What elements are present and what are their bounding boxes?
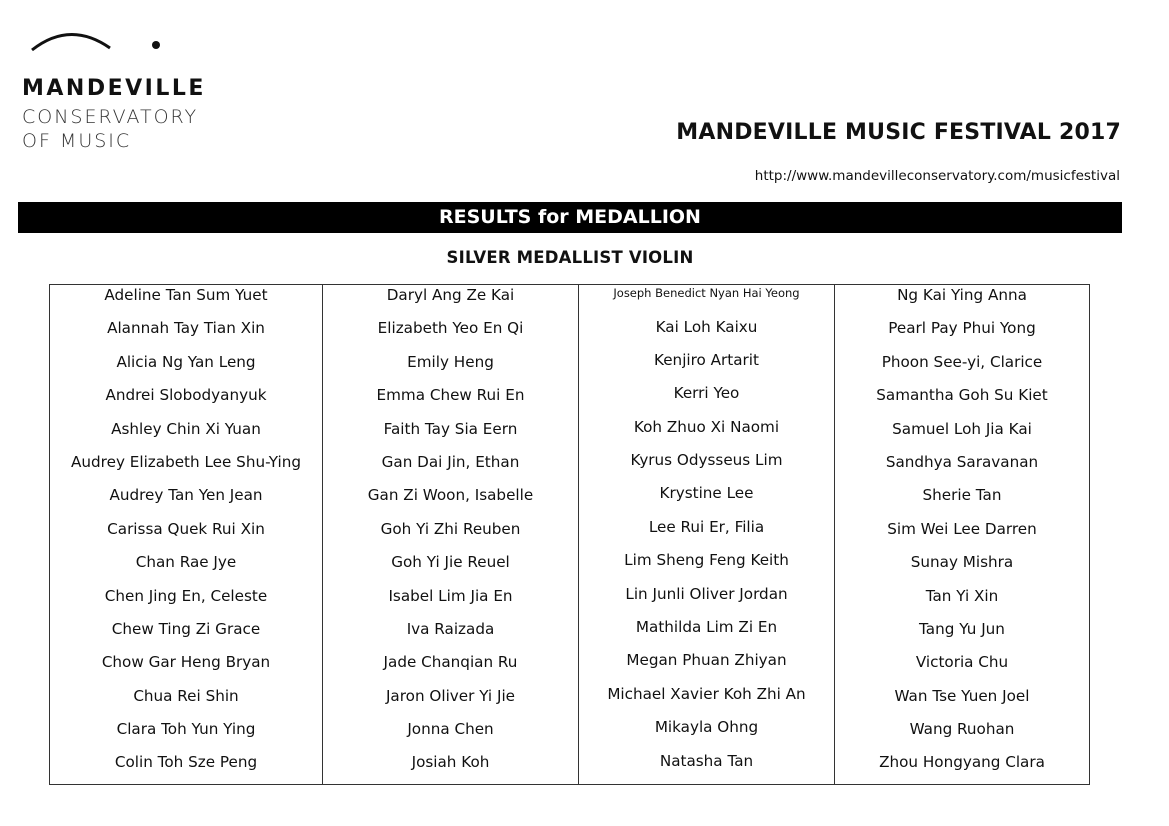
medallist-name: Zhou Hongyang Clara [879,753,1045,772]
medallist-name: Emily Heng [407,352,494,371]
medallist-name: Phoon See-yi, Clarice [881,352,1043,371]
medallist-name: Chua Rei Shin [133,686,239,705]
medallist-name: Mathilda Lim Zi En [635,618,778,637]
medallist-name: Tan Yi Xin [925,586,999,605]
medallist-name: Sandhya Saravanan [885,452,1039,471]
medallist-name: Victoria Chu [915,653,1009,672]
medallist-name: Koh Zhuo Xi Naomi [633,417,780,436]
results-heading-bar: RESULTS for MEDALLION [18,202,1122,233]
names-list [50,285,322,786]
conservatory-logo [20,26,240,156]
medallist-name: Elizabeth Yeo En Qi [377,319,524,338]
medallist-name: Gan Dai Jin, Ethan [381,452,520,471]
medallist-name: Colin Toh Sze Peng [114,753,258,772]
medallist-name: Ashley Chin Xi Yuan [111,419,261,438]
medallist-name: Chen Jing En, Celeste [104,586,268,605]
medallist-name: Emma Chew Rui En [376,386,525,405]
medallist-name: Audrey Tan Yen Jean [109,486,263,505]
medallist-name: Isabel Lim Jia En [388,586,513,605]
medallist-name: Goh Yi Jie Reuel [391,553,510,572]
medallist-name: Audrey Elizabeth Lee Shu-Ying [71,452,301,471]
medallist-name: Wan Tse Yuen Joel [894,686,1030,705]
logo-arc-icon [30,26,180,56]
medallist-name: Samantha Goh Su Kiet [876,386,1048,405]
names-list [835,285,1089,786]
medallist-name: Gan Zi Woon, Isabelle [367,486,534,505]
medallist-name: Lin Junli Oliver Jordan [625,584,788,603]
logo-text-of-music: OF MUSIC [22,130,132,152]
medallist-name: Josiah Koh [411,753,490,772]
medallist-name: Ng Kai Ying Anna [897,286,1027,304]
festival-url-link[interactable]: http://www.mandevilleconservatory.com/musicfestival [754,168,1120,184]
medallist-name: Lee Rui Er, Filia [648,517,765,536]
festival-title: MANDEVILLE MUSIC FESTIVAL 2017 [676,120,1121,145]
medallist-name: Mikayla Ohng [654,718,759,737]
names-column-4 [835,285,1089,784]
category-heading: SILVER MEDALLIST VIOLIN [446,248,694,267]
medallist-name: Kyrus Odysseus Lim [630,451,783,470]
medallist-name: Andrei Slobodyanyuk [105,386,267,405]
names-list [323,285,578,786]
medallist-name: Sherie Tan [922,486,1002,505]
medallist-name: Clara Toh Yun Ying [116,720,256,739]
medallist-name: Megan Phuan Zhiyan [626,651,787,670]
medallist-name: Kerri Yeo [673,384,740,403]
medallist-name: Tang Yu Jun [919,619,1005,638]
medallist-name: Lim Sheng Feng Keith [624,551,789,570]
medallist-name: Chew Ting Zi Grace [111,619,261,638]
names-column-1 [50,285,323,784]
medallist-name: Joseph Benedict Nyan Hai Yeong [613,286,800,300]
medallist-name: Jonna Chen [407,720,494,739]
names-list [579,285,834,784]
medallist-name: Jaron Oliver Yi Jie [385,686,516,705]
medallist-name: Sunay Mishra [910,553,1014,572]
medallist-name: Faith Tay Sia Eern [383,419,518,438]
medallist-name: Carissa Quek Rui Xin [107,519,265,538]
medallist-name: Alannah Tay Tian Xin [107,319,265,338]
names-column-3 [579,285,835,784]
logo-text-conservatory: CONSERVATORY [22,106,199,128]
medallist-name: Alicia Ng Yan Leng [116,352,256,371]
medallist-name: Chan Rae Jye [135,553,237,572]
logo-text-mandeville: MANDEVILLE [22,76,206,101]
medallist-name: Pearl Pay Phui Yong [888,319,1036,338]
medallist-name: Adeline Tan Sum Yuet [104,286,268,304]
medallist-name: Kenjiro Artarit [654,350,759,369]
names-column-2 [323,285,579,784]
medallist-name: Kai Loh Kaixu [655,317,758,336]
medallist-name: Daryl Ang Ze Kai [386,286,515,304]
medallist-name: Natasha Tan [659,751,754,770]
medallist-name: Chow Gar Heng Bryan [101,653,271,672]
medallist-name: Samuel Loh Jia Kai [892,419,1032,438]
medallist-name: Sim Wei Lee Darren [887,519,1037,538]
medallist-name: Jade Chanqian Ru [383,653,518,672]
medallist-name: Michael Xavier Koh Zhi An [607,684,806,703]
medallist-name: Iva Raizada [406,619,495,638]
medallist-name: Krystine Lee [659,484,754,503]
medallist-names-table [49,284,1090,785]
medallist-name: Wang Ruohan [909,720,1015,739]
medallist-name: Goh Yi Zhi Reuben [380,519,521,538]
